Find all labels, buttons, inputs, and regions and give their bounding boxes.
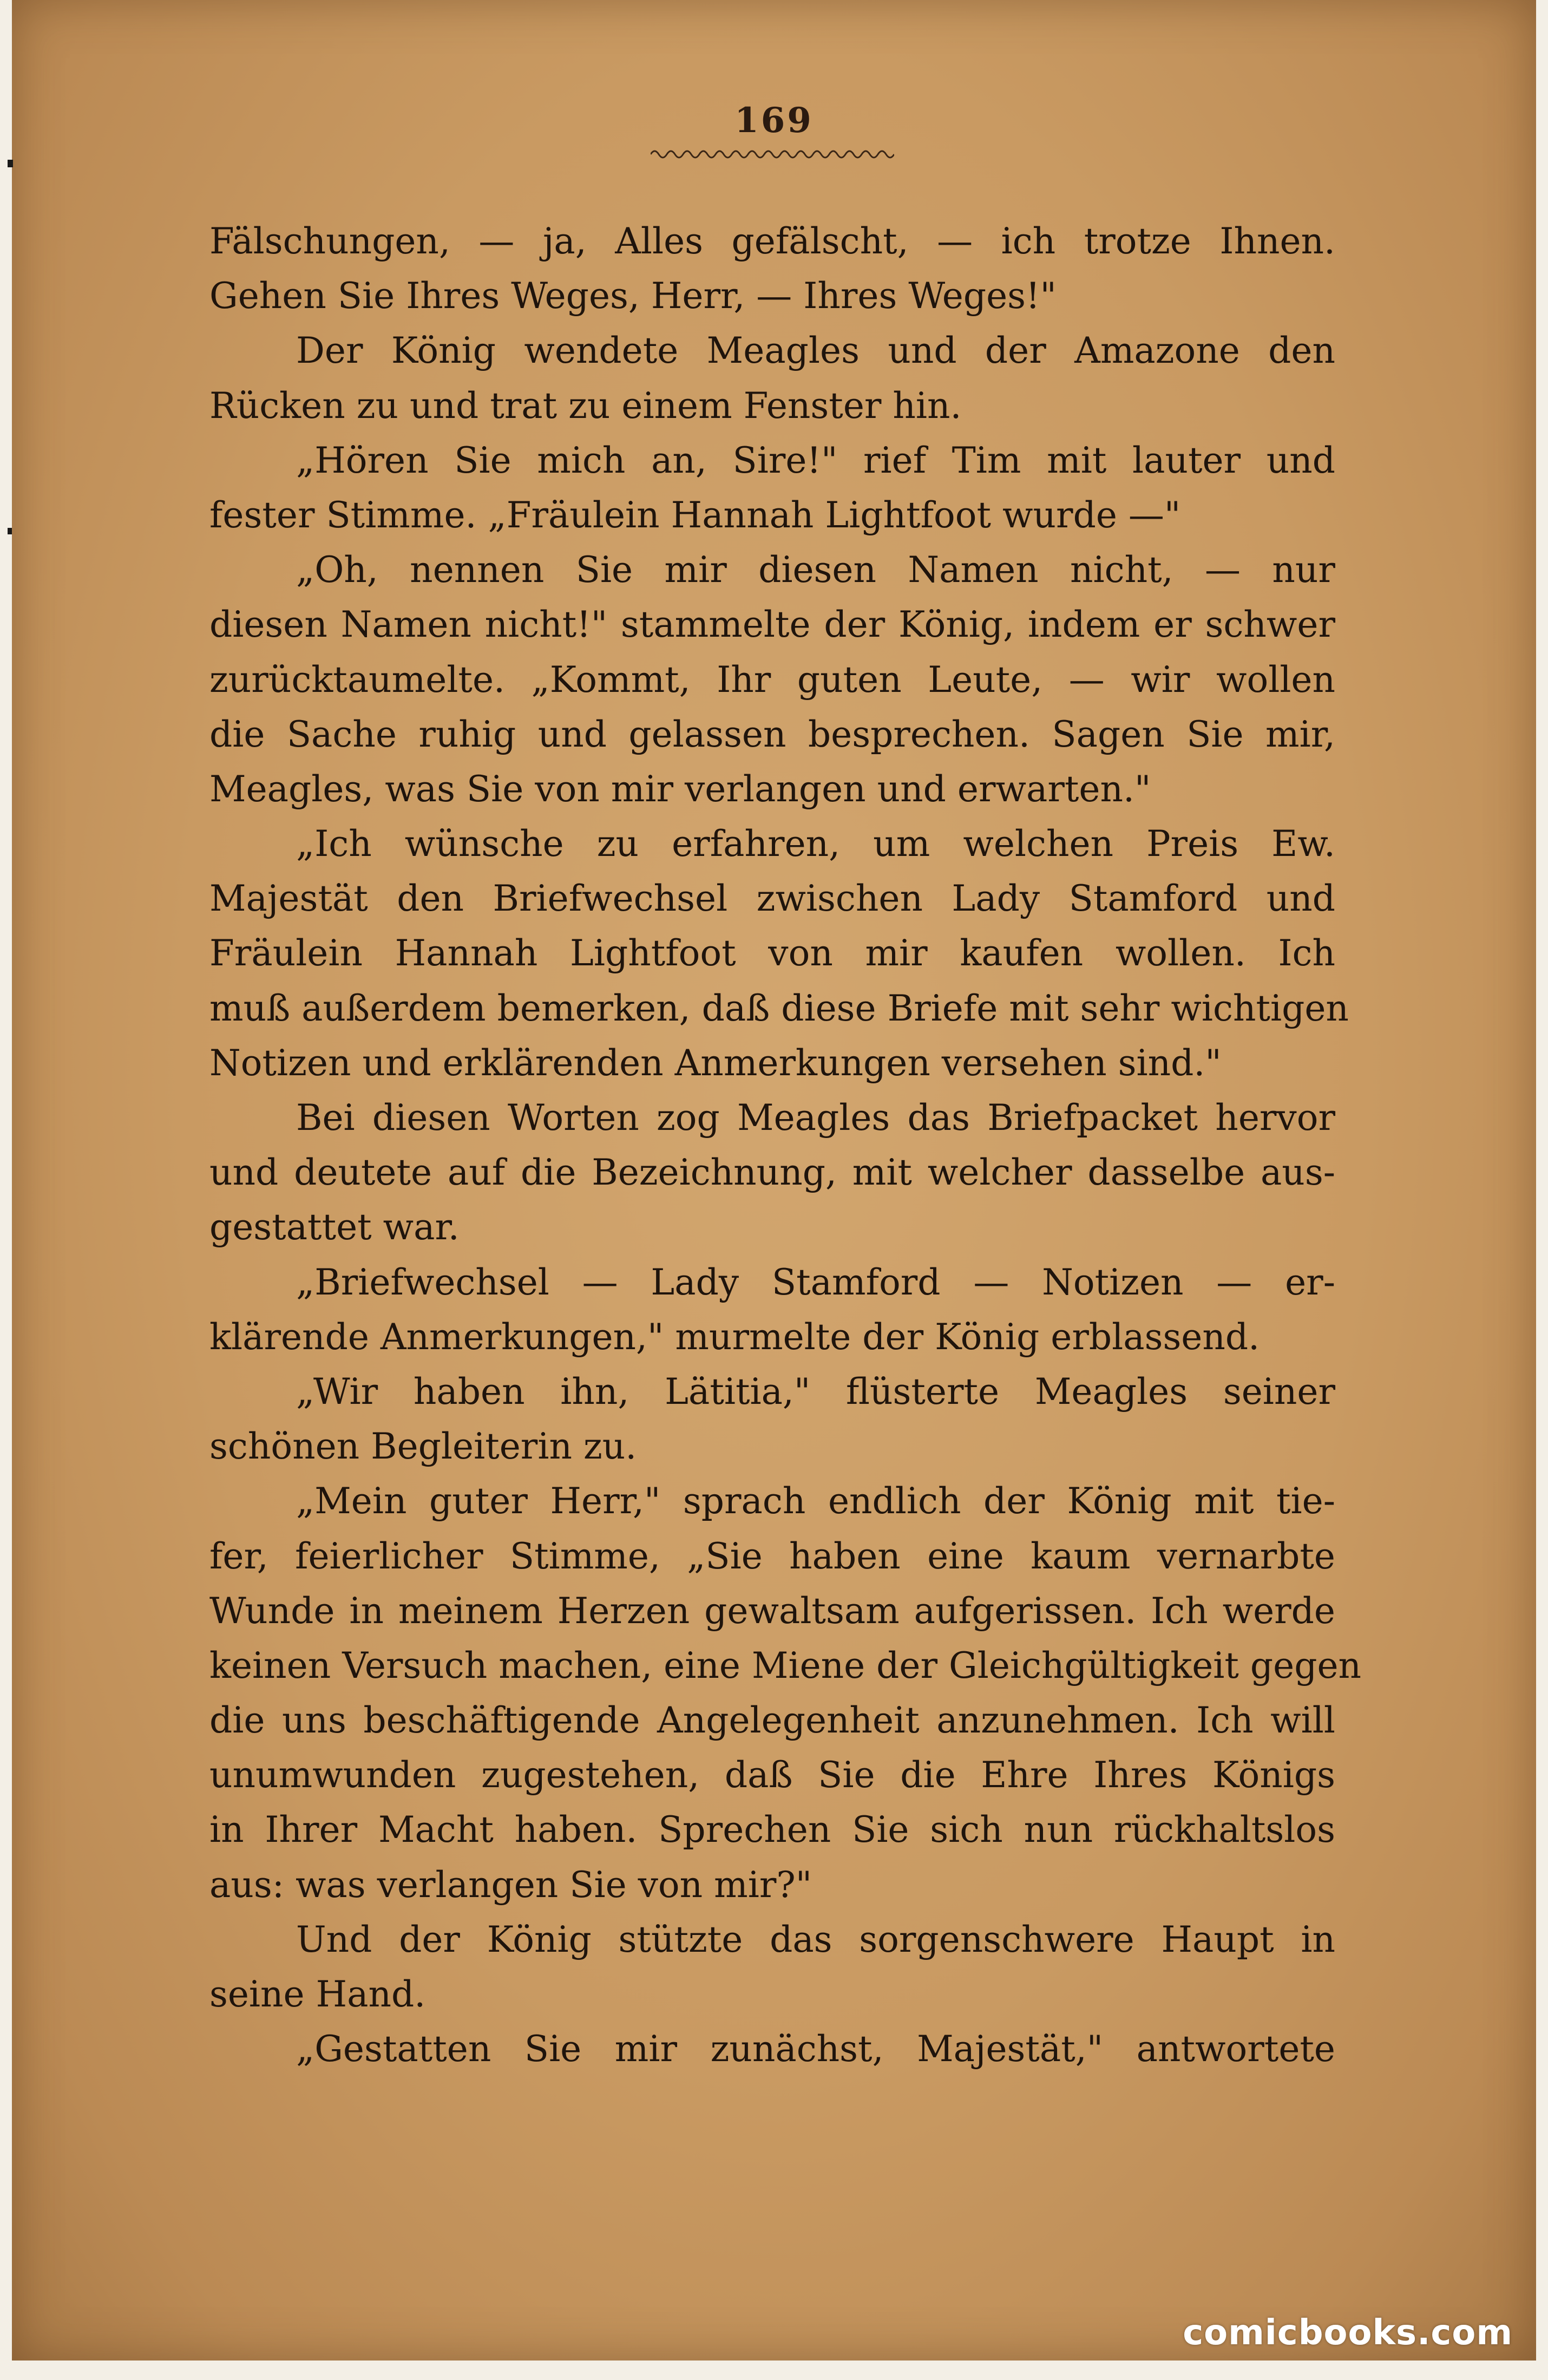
text-line: „Gestatten Sie mir zunächst, Majestät," antwortete [296,2028,1335,2070]
text-line: „Ich wünsche zu erfahren, um welchen Preis Ew. [296,823,1335,865]
watermark: comicbooks.com [1183,2313,1513,2353]
text-line: gestattet war. [209,1206,460,1248]
text-line: Meagles, was Sie von mir verlangen und erwarten." [209,768,1151,810]
text-line: und deutete auf die Bezeichnung, mit welcher dasselbe aus- [209,1152,1335,1194]
text-line: diesen Namen nicht!" stammelte der König, indem er schwer [209,604,1335,646]
text-line: aus: was verlangen Sie von mir?" [209,1864,812,1906]
text-line: klärende Anmerkungen," murmelte der König erblassend. [209,1316,1260,1358]
text-line: keinen Versuch machen, eine Miene der Gleichgültigkeit gegen [209,1644,1362,1686]
scan-edge-mark [8,160,13,167]
text-line: Fälschungen, — ja, Alles gefälscht, — ich trotze Ihnen. [209,220,1335,262]
text-line: unumwunden zugestehen, daß Sie die Ehre Ihres Königs [209,1754,1335,1796]
scan-edge-mark [8,528,12,534]
text-line: fester Stimme. „Fräulein Hannah Lightfoot wurde —" [209,494,1181,536]
text-line: in Ihrer Macht haben. Sprechen Sie sich nun rückhaltslos [209,1809,1335,1851]
body-text [209,214,1362,2076]
text-line: „Oh, nennen Sie mir diesen Namen nicht, — nur [296,549,1335,591]
page-number: 169 [734,100,814,141]
text-line: „Mein guter Herr," sprach endlich der König mit tie- [296,1480,1335,1522]
text-line: seine Hand. [209,1973,426,2015]
text-line: fer, feierlicher Stimme, „Sie haben eine kaum vernarbte [209,1535,1335,1577]
ornamental-rule [651,146,894,162]
text-line: muß außerdem bemerken, daß diese Briefe mit sehr wichtigen [209,987,1349,1029]
text-line: Majestät den Briefwechsel zwischen Lady Stamford und [209,878,1335,920]
text-line: „Wir haben ihn, Lätitia," flüsterte Meagles seiner [296,1370,1335,1413]
text-line: die Sache ruhig und gelassen besprechen. Sagen Sie mir, [209,713,1335,755]
book-page-scan [12,0,1536,2361]
text-line: Fräulein Hannah Lightfoot von mir kaufen wollen. Ich [209,932,1335,975]
text-line: „Briefwechsel — Lady Stamford — Notizen — er- [296,1261,1335,1303]
text-line: Notizen und erklärenden Anmerkungen versehen sind." [209,1042,1222,1084]
text-line: Und der König stützte das sorgenschwere Haupt in [296,1918,1335,1960]
text-line: Wunde in meinem Herzen gewaltsam aufgerissen. Ich werde [209,1590,1335,1632]
text-line: Rücken zu und trat zu einem Fenster hin. [209,384,962,427]
text-line: zurücktaumelte. „Kommt, Ihr guten Leute, — wir wollen [209,658,1335,701]
text-line: Gehen Sie Ihres Weges, Herr, — Ihres Weges!" [209,275,1057,317]
text-line: Bei diesen Worten zog Meagles das Briefpacket hervor [296,1097,1335,1139]
text-line: die uns beschäftigende Angelegenheit anzunehmen. Ich will [209,1699,1335,1742]
text-line: Der König wendete Meagles und der Amazone den [296,330,1335,372]
text-line: schönen Begleiterin zu. [209,1426,637,1468]
text-line: „Hören Sie mich an, Sire!" rief Tim mit lauter und [296,439,1335,481]
